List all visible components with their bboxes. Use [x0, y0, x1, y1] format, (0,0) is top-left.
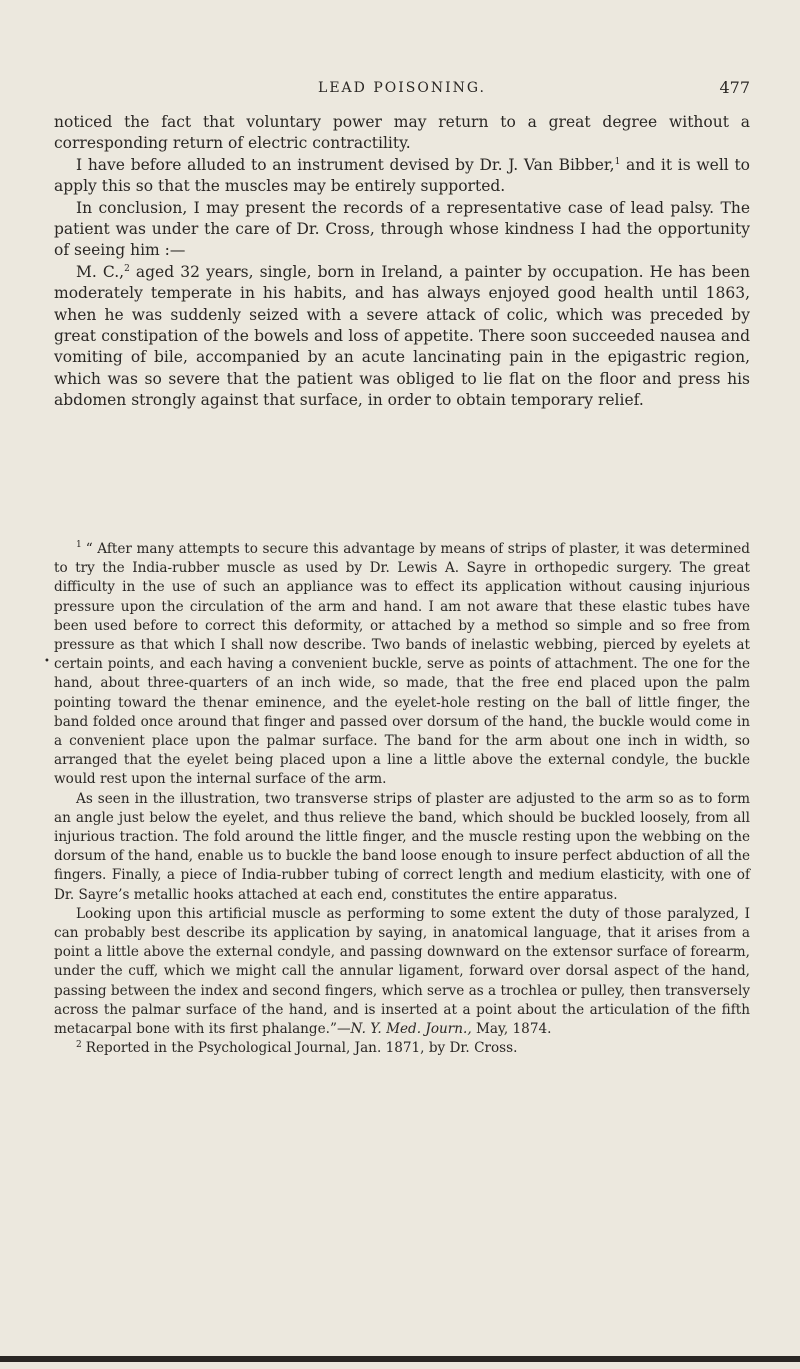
running-title: LEAD POISONING. — [318, 80, 486, 96]
page-number: 477 — [719, 78, 750, 97]
body-paragraph-1: noticed the fact that voluntary power may return to a great degree without a corresponding return of electric contractility. — [54, 113, 750, 153]
footnote-1-mark: 1 — [76, 540, 82, 551]
running-head — [54, 78, 750, 102]
footnote-ref-2: 2 — [124, 263, 130, 274]
footnote-2 — [54, 1039, 750, 1058]
footnote-1-paragraph-3 — [54, 905, 750, 1039]
footnote-1-paragraph-2: As seen in the illustration, two transverse strips of plaster are adjusted to the arm so as to form an angle just below the eyelet, and thus relieve the band, which should be buckled loosely, from all injurious traction. The fold around the little finger, and the muscle resting upon the webbing on the dorsum of the hand, enable us to buckle the band loose enough to insure perfect abduction of all the fingers. Finally, a piece of India-rubber tubing of correct length and medium elasticity, with one of Dr. Sayre’s metallic hooks attached at each end, constitutes the entire apparatus. — [54, 790, 750, 903]
footnote-1-source: N. Y. Med. Journ., — [350, 1021, 472, 1038]
footnote-1-date: May, 1874. — [471, 1021, 552, 1038]
body-text — [54, 112, 750, 412]
footnote-ref-1: 1 — [614, 156, 621, 167]
body-paragraph-3: In conclusion, I may present the records of a representative case of lead palsy. The patient was under the care of Dr. Cross, through whose kindness I had the opportunity of seeing him :— — [54, 198, 750, 260]
footnote-1-paragraph-1 — [54, 540, 750, 790]
footnotes — [54, 540, 750, 1058]
body-paragraph-2-text-a: I have before alluded to an instrument devised by Dr. J. Van Bibber, — [76, 155, 615, 174]
body-paragraph-2 — [54, 155, 750, 198]
footnote-1-text-3: Looking upon this artificial muscle as performing to some extent the duty of those paralyzed, I can probably best describe its application by saying, in anatomical language, that it arises from a point a little above the external condyle, and passing downward on the extensor surface of forearm, under the cuff, which we might call the annular ligament, forward over dorsal aspect of the hand, passing between the index and second fingers, which serve as a trochlea or pulley, then transversely across the palmar surface of the hand, and is inserted at a point about the articulation of the fifth metacarpal bone with its first phalange.”— — [54, 905, 750, 1038]
bottom-rule — [0, 1356, 800, 1362]
body-paragraph-4 — [54, 262, 750, 412]
footnote-2-mark: 2 — [76, 1039, 82, 1050]
footnote-2-text: Reported in the Psychological Journal, Jan. 1871, by Dr. Cross. — [85, 1040, 518, 1057]
body-paragraph-2-text-b: and it is well to apply this so that the muscles may be entirely supported. — [54, 155, 751, 196]
footnote-1-text-1: “ After many attempts to secure this advantage by means of strips of plaster, it was determined to try the India-rubber muscle as used by Dr. Lewis A. Sayre in orthopedic surgery. The great difficulty in the use of such an appliance was to effect its application without causing injurious pressure upon the circulation of the arm and hand. I am not aware that these elastic tubes have been used before to correct this deformity, or attached by a method so simple and so free from pressure as that which I shall now describe. Two bands of inelastic webbing, pierced by eyelets at certain points, and each having a convenient buckle, serve as points of attachment. The one for the hand, about three-quarters of an inch wide, so made, that the free end placed upon the palm pointing toward the thenar eminence, and the eyelet-hole resting on the ball of little finger, the band folded once around that finger and passed over dorsum of the hand, the buckle would come in a convenient place upon the palmar surface. The band for the arm about one inch in width, so arranged that the eyelet being placed upon a line a little above the external condyle, the buckle would rest upon the internal surface of the arm. — [54, 541, 750, 788]
margin-mark: • — [44, 656, 50, 667]
body-paragraph-4-text-b: aged 32 years, single, born in Ireland, a painter by occupation. He has been moderately temperate in his habits, and has always enjoyed good health until 1863, when he was suddenly seized with a severe attack of colic, which was preceded by great constipation of the bowels and loss of appetite. There soon succeeded nausea and vomiting of bile, accompanied by an acute lancinating pain in the epigastric region, which was so severe that the patient was obliged to lie flat on the floor and press his abdomen strongly against that surface, in order to obtain temporary relief. — [54, 262, 750, 410]
body-paragraph-4-text-a: M. C., — [76, 262, 125, 281]
